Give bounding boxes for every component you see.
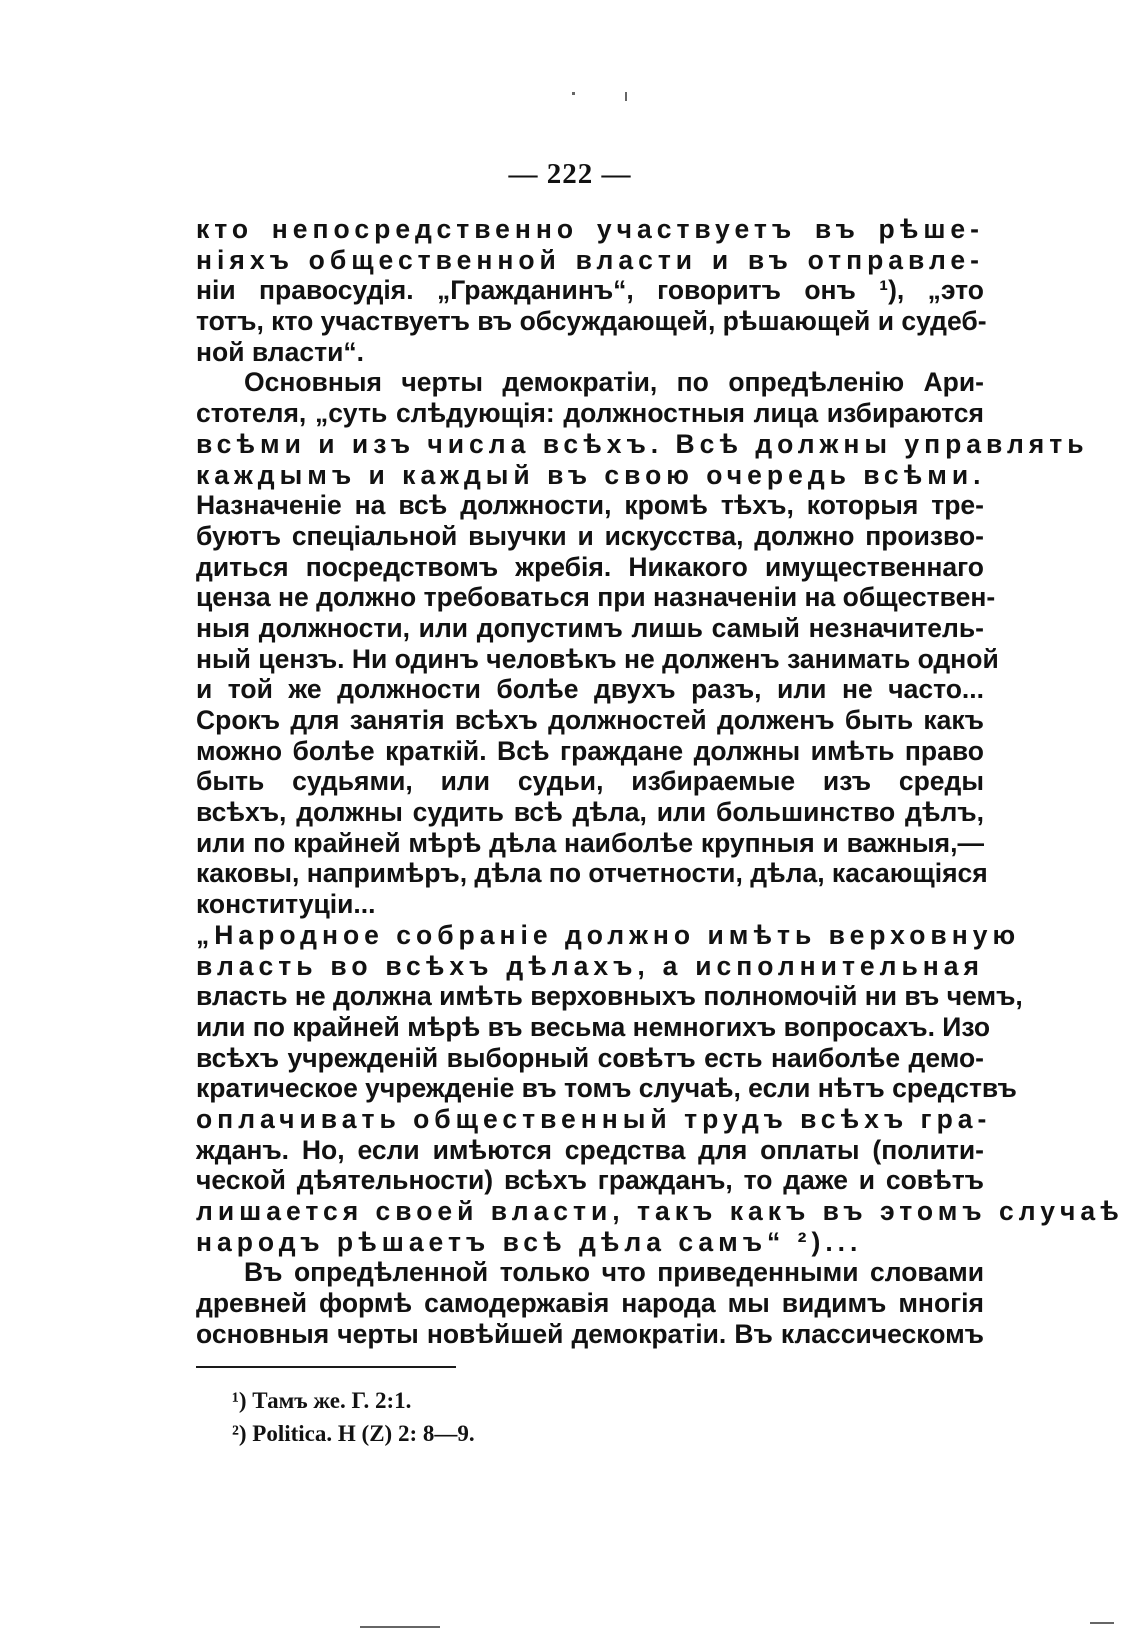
footnotes	[232, 1384, 475, 1450]
main-text	[196, 214, 1124, 1349]
scan-speck	[360, 1626, 440, 1628]
text-line: всѣхъ учрежденій выборный совѣтъ есть наиболѣе демо-	[196, 1042, 984, 1073]
text-line: ніяхъ общественной власти и въ отправле-	[196, 244, 984, 275]
text-line: власть во всѣхъ дѣлахъ, а исполнительная	[196, 950, 984, 981]
text-line: ценза не должно требоваться при назначеніи на обществен-	[196, 582, 996, 613]
text-line: оплачивать общественный трудъ всѣхъ гра-	[196, 1103, 992, 1134]
footnote-divider	[196, 1366, 456, 1368]
text-line: можно болѣе краткій. Всѣ граждане должны имѣть право	[196, 735, 984, 766]
text-line: стотеля, „суть слѣдующія: должностныя лица избираются	[196, 398, 984, 429]
text-line: буютъ спеціальной выучки и искусства, должно произво-	[196, 520, 984, 551]
footnote-2: ²) Politica. H (Z) 2: 8—9.	[232, 1421, 475, 1446]
text-line: власть не должна имѣть верховныхъ полномочій ни въ чемъ,	[196, 981, 1023, 1012]
text-line: Основныя черты демократіи, по опредѣленію Ари-	[244, 367, 984, 398]
text-line: ный цензъ. Ни одинъ человѣкъ не долженъ занимать одной	[196, 643, 999, 674]
text-line: Срокъ для занятія всѣхъ должностей долженъ быть какъ	[196, 705, 984, 735]
text-line: Въ опредѣленной только что приведенными словами	[244, 1257, 984, 1288]
text-line: и той же должности болѣе двухъ разъ, или не часто...	[196, 674, 984, 705]
footnote-1: ¹) Тамъ же. Г. 2:1.	[232, 1388, 412, 1413]
scan-speck	[572, 92, 575, 95]
text-line: ческой дѣятельности) всѣхъ гражданъ, то даже и совѣтъ	[196, 1165, 984, 1196]
text-line: всѣхъ, должны судить всѣ дѣла, или большинство дѣлъ,	[196, 797, 984, 828]
text-line: лишается своей власти, такъ какъ въ этомъ случаѣ	[196, 1196, 1124, 1226]
text-line: древней формѣ самодержавія народа мы видимъ многія	[196, 1288, 984, 1319]
scan-speck	[1090, 1622, 1114, 1624]
text-line: ніи правосудія. „Гражданинъ“, говоритъ онъ ¹), „это	[196, 275, 984, 306]
text-line: Назначеніе на всѣ должности, кромѣ тѣхъ, которыя тре-	[196, 490, 984, 521]
text-line: жданъ. Но, если имѣются средства для оплаты (полити-	[196, 1134, 984, 1165]
text-line: основныя черты новѣйшей демократіи. Въ классическомъ	[196, 1318, 984, 1349]
text-line: конституціи...	[196, 889, 376, 920]
text-line: народъ рѣшаетъ всѣ дѣла самъ“ ²)...	[196, 1226, 863, 1257]
text-line: быть судьями, или судьи, избираемые изъ среды	[196, 766, 984, 797]
page-number: — 222 —	[508, 158, 632, 190]
scan-speck	[625, 92, 627, 101]
text-line: тотъ, кто участвуетъ въ обсуждающей, рѣшающей и судеб-	[196, 306, 987, 337]
text-line: кто непосредственно участвуетъ въ рѣше-	[196, 214, 984, 244]
text-line: „Народное собраніе должно имѣть верховную	[196, 919, 1021, 950]
text-line: диться посредствомъ жребія. Никакого имущественнаго	[196, 551, 984, 582]
text-line: или по крайней мѣрѣ дѣла наиболѣе крупныя и важныя,—	[196, 827, 984, 858]
text-line: каковы, напримѣръ, дѣла по отчетности, дѣла, касающіяся	[196, 858, 988, 889]
text-line: или по крайней мѣрѣ въ весьма немногихъ вопросахъ. Изо	[196, 1011, 991, 1042]
text-line: каждымъ и каждый въ свою очередь всѣми.	[196, 459, 986, 490]
text-line: ныя должности, или допустимъ лишь самый незначитель-	[196, 612, 984, 643]
text-line: ной власти“.	[196, 336, 364, 367]
text-line: кратическое учрежденіе въ томъ случаѣ, если нѣтъ средствъ	[196, 1073, 1017, 1104]
text-line: всѣми и изъ числа всѣхъ. Всѣ должны управлять	[196, 428, 1089, 459]
